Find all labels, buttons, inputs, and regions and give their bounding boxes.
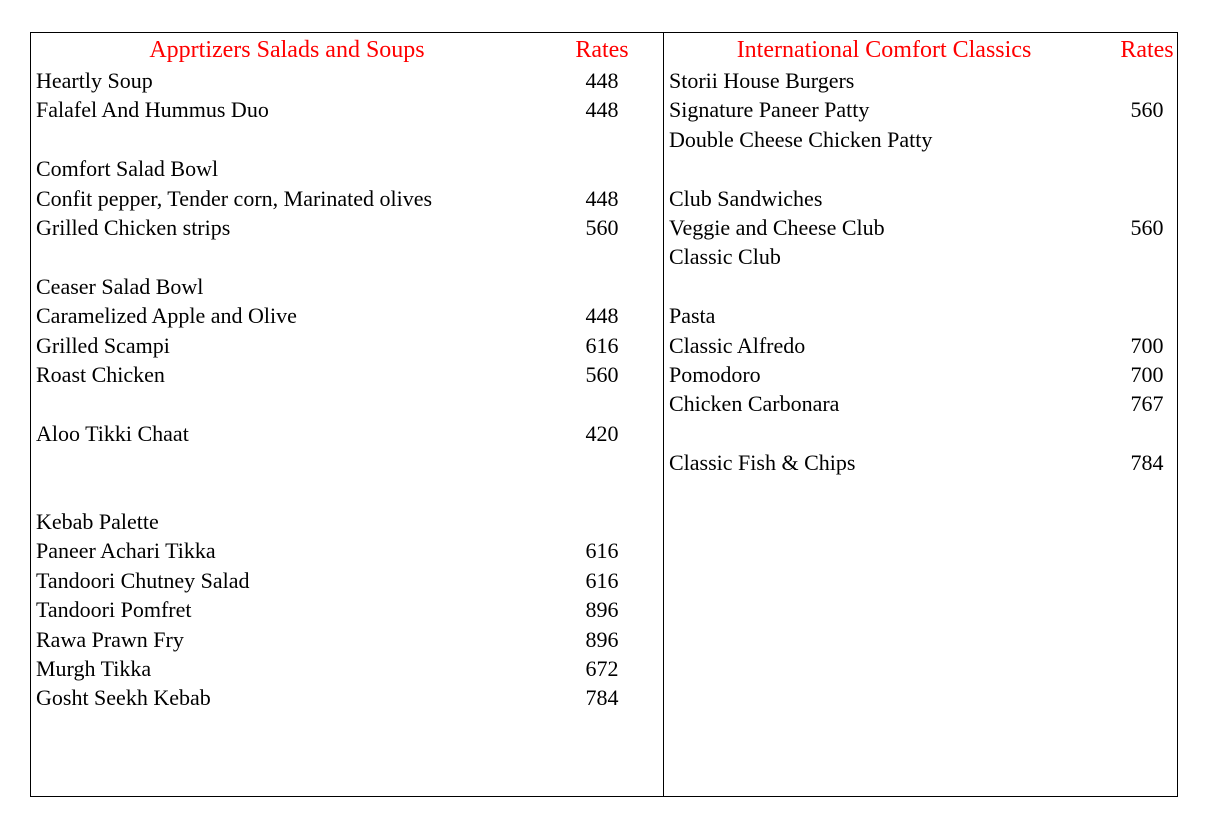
appetizers-rates-header: Rates	[575, 37, 629, 63]
item-name: Classic Alfredo	[669, 332, 806, 358]
item-name: Signature Paneer Patty	[669, 97, 870, 123]
spacer-row	[31, 389, 663, 418]
menu-row	[664, 242, 1178, 271]
item-name: Double Cheese Chicken Patty	[669, 126, 933, 152]
item-rate: 700	[1130, 332, 1164, 358]
menu-row	[31, 566, 663, 595]
menu-row	[31, 66, 663, 95]
menu-row	[664, 213, 1178, 242]
item-name: Tandoori Chutney Salad	[36, 567, 250, 593]
item-name: Pomodoro	[669, 362, 761, 387]
menu-row	[664, 389, 1178, 418]
menu-row	[31, 507, 663, 536]
item-name: Comfort Salad Bowl	[36, 156, 219, 182]
spacer-row	[664, 272, 1178, 301]
item-name: Falafel And Hummus Duo	[36, 97, 269, 123]
menu-row	[31, 419, 663, 448]
item-rate: 448	[585, 303, 619, 329]
item-rate: 784	[1130, 450, 1164, 476]
item-rate: 896	[585, 597, 619, 623]
menu-row	[31, 331, 663, 360]
spacer-row	[664, 154, 1178, 183]
item-rate: 672	[585, 656, 619, 681]
menu-row	[31, 154, 663, 183]
item-rate: 448	[585, 68, 619, 93]
menu-row	[31, 301, 663, 330]
item-name: Club Sandwiches	[669, 185, 823, 211]
menu-row	[31, 536, 663, 565]
item-rate: 560	[585, 362, 619, 387]
item-rate: 616	[585, 332, 619, 358]
international-rates-header: Rates	[1120, 37, 1174, 63]
item-rate: 616	[585, 538, 619, 564]
item-name: Paneer Achari Tikka	[36, 538, 216, 564]
menu-row	[664, 448, 1178, 477]
menu-row	[31, 272, 663, 301]
menu-row	[664, 301, 1178, 330]
menu-row	[664, 360, 1178, 389]
item-name: Roast Chicken	[36, 362, 165, 387]
item-name: Rawa Prawn Fry	[36, 626, 184, 652]
item-name: Caramelized Apple and Olive	[36, 303, 297, 329]
item-rate: 767	[1130, 391, 1164, 417]
spacer-row	[31, 478, 663, 507]
spacer-row	[31, 242, 663, 271]
item-name: Grilled Scampi	[36, 332, 170, 358]
item-name: Confit pepper, Tender corn, Marinated olives	[36, 185, 433, 211]
item-name: Storii House Burgers	[669, 68, 855, 93]
item-name: Classic Club	[669, 244, 781, 270]
menu-row	[31, 184, 663, 213]
menu-row	[664, 184, 1178, 213]
menu-row	[31, 595, 663, 624]
item-name: Ceaser Salad Bowl	[36, 273, 204, 299]
item-rate: 448	[585, 97, 619, 123]
item-rate: 560	[1130, 97, 1164, 123]
menu-row	[664, 125, 1178, 154]
item-rate: 700	[1130, 362, 1164, 387]
item-rate: 896	[585, 626, 619, 652]
menu-row	[31, 683, 663, 712]
item-name: Classic Fish & Chips	[669, 450, 856, 476]
item-rate: 784	[585, 685, 619, 711]
item-name: Pasta	[669, 303, 716, 329]
spacer-row	[31, 125, 663, 154]
menu-row	[31, 654, 663, 683]
international-title: International Comfort Classics	[736, 37, 1032, 63]
item-name: Veggie and Cheese Club	[669, 215, 885, 240]
menu-row	[31, 625, 663, 654]
item-rate: 420	[585, 420, 619, 446]
item-name: Aloo Tikki Chaat	[36, 420, 189, 446]
menu-row	[31, 360, 663, 389]
item-name: Heartly Soup	[36, 68, 153, 93]
item-name: Kebab Palette	[36, 509, 159, 534]
item-rate: 448	[585, 185, 619, 211]
spacer-row	[31, 448, 663, 477]
menu-row	[664, 331, 1178, 360]
item-name: Murgh Tikka	[36, 656, 152, 681]
item-rate: 560	[1130, 215, 1164, 240]
menu-row	[664, 66, 1178, 95]
menu-table	[30, 32, 1178, 797]
appetizers-title: Apprtizers Salads and Soups	[149, 37, 425, 63]
item-name: Gosht Seekh Kebab	[36, 685, 211, 711]
menu-row	[31, 213, 663, 242]
item-name: Chicken Carbonara	[669, 391, 840, 417]
spacer-row	[664, 419, 1178, 448]
item-name: Tandoori Pomfret	[36, 597, 192, 623]
item-rate: 616	[585, 567, 619, 593]
item-rate: 560	[585, 215, 619, 240]
menu-row	[31, 95, 663, 124]
item-name: Grilled Chicken strips	[36, 215, 231, 240]
menu-row	[664, 95, 1178, 124]
